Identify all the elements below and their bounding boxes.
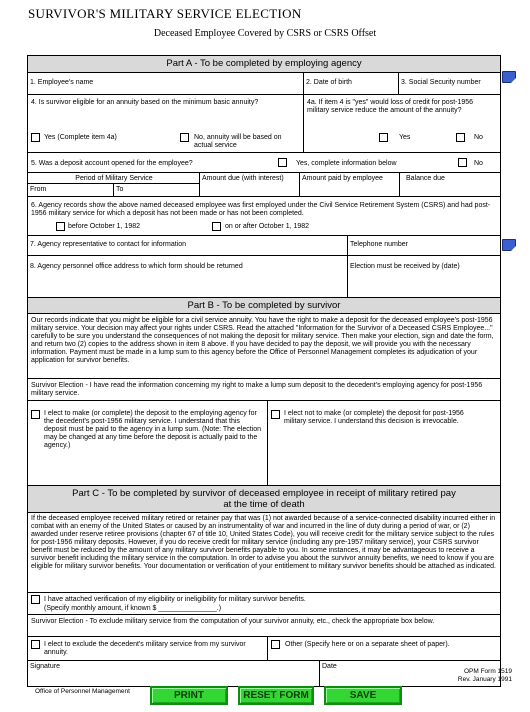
part-c-other-checkbox[interactable] xyxy=(271,640,280,649)
part-c-option2-cell xyxy=(268,637,500,660)
amount-due-label: Amount due (with interest) xyxy=(202,175,284,182)
amount-paid-field[interactable] xyxy=(300,173,400,196)
part-c-options xyxy=(28,637,500,661)
signature-label: Signature xyxy=(30,663,60,670)
row-item8 xyxy=(28,256,500,298)
part-c-election xyxy=(28,615,500,637)
part-b-body-text: Our records indicate that you might be eligible for a civil service annuity. You have the right to make a deposit for the deceased employee's post-1956 military service. Your decision may affect your rights under CSRS. Read the attached "Information for the Survivor of a Deceased CSRS Employee..." carefully to be sure you understand the consequences of not making the deposit for military service. Then make your election, sign and date the form, and return two (2) copies to the address shown in item 8 above. If you have decided to pay the deposit, we will provide you with the necessary information. Payment must be made in a lump sum to this agency before the Office of Personnel Management completes its adjudication of your application for survivor benefits. xyxy=(31,317,494,364)
item4-cell xyxy=(28,95,304,152)
part-c-exclude-checkbox[interactable] xyxy=(31,640,40,649)
amount-paid-label: Amount paid by employee xyxy=(302,175,383,182)
save-button[interactable]: SAVE xyxy=(324,686,402,705)
part-c-specify-amount[interactable]: (Specify monthly amount, if known $ _______________.) xyxy=(44,605,222,612)
reset-form-button[interactable]: RESET FORM xyxy=(238,686,314,705)
form-subtitle: Deceased Employee Covered by CSRS or CSRS Offset xyxy=(153,28,377,39)
election-form xyxy=(27,55,501,687)
item6-after-label: on or after October 1, 1982 xyxy=(225,223,310,230)
item4a-label: 4a. If item 4 is "yes" would loss of credit for post-1956 military service reduce the amount of the annuity? xyxy=(307,99,474,114)
form-number-text: OPM Form 1519 xyxy=(463,668,512,675)
item6-label: 6. Agency records show the above named deceased employee was first employed under the Civil Service Retirement System (CSRS) and had post-1956 military service for which a deposit has not been made or has not been completed. xyxy=(31,202,491,217)
ssn-label: 3. Social Security number xyxy=(401,79,481,86)
date-label: Date xyxy=(322,663,337,670)
item4-yes-label: Yes (Complete item 4a) xyxy=(44,134,117,141)
part-c-other-label: Other (Specify here or on a separate sheet of paper). xyxy=(285,641,450,648)
part-c-attach-label: I have attached verification of my eligibility or ineligibility for military survivor benefits. xyxy=(44,596,306,603)
signature-field[interactable] xyxy=(28,661,320,687)
part-c-body-text: If the deceased employee received military retired or retainer pay that was (1) not awarded because of a service-connected disability incurred either in combat with an enemy of the United States or caused by an instrumentality of war and incurred in the line of duty during a period of war, or (2) awarded under reserve retiree provisions (chapter 67 of title 10, United States Code), you will receive credit for the military service subject to the rules for post-1956 military deposits. However, if you do receive credit for military service (including any pre-1957 military service), your CSRS survivor benefit must be reduced by the amount of any military survivor benefits payable to you. In some instances, it may be advantageous to receive a survivor benefit including the military service in the computation. In order to advise you about the survivor annuity benefits, we need to know if you are eligible for military survivor benefits. Your documentation or verification of your entitlement to military survivor benefits should be attached as indicated. xyxy=(31,515,496,570)
row-names xyxy=(28,73,500,95)
telephone-label: Telephone number xyxy=(350,241,408,248)
balance-due-field[interactable] xyxy=(400,173,500,196)
employee-name-label: 1. Employee's name xyxy=(30,79,94,86)
item5-no-label: No xyxy=(474,160,483,167)
print-button[interactable]: PRINT xyxy=(150,686,228,705)
service-to-field[interactable] xyxy=(114,184,200,196)
part-b-elect-deposit-checkbox[interactable] xyxy=(31,410,40,419)
part-c-attach-checkbox[interactable] xyxy=(31,595,40,604)
item4a-cell xyxy=(304,95,500,152)
item6-before-checkbox[interactable] xyxy=(56,222,65,231)
item4a-yes-checkbox[interactable] xyxy=(379,133,388,142)
part-b-option2-cell xyxy=(268,401,500,485)
part-b-options xyxy=(28,401,500,486)
agency-rep-label: 7. Agency representative to contact for information xyxy=(30,241,187,248)
item4-label: 4. Is survivor eligible for an annuity based on the minimum basic annuity? xyxy=(31,99,259,106)
period-of-service-cell xyxy=(28,173,200,196)
form-number xyxy=(452,668,512,684)
agency-address-field[interactable] xyxy=(28,256,348,297)
part-a-heading: Part A - To be completed by employing agency xyxy=(28,56,500,73)
item5-yes-checkbox[interactable] xyxy=(278,158,287,167)
item4a-no-checkbox[interactable] xyxy=(456,133,465,142)
part-c-attach xyxy=(28,593,500,615)
amount-due-field[interactable] xyxy=(200,173,300,196)
part-c-option1-cell xyxy=(28,637,268,660)
item5-label: 5. Was a deposit account opened for the employee? xyxy=(31,160,193,167)
employee-name-field[interactable] xyxy=(28,73,304,94)
row-item6 xyxy=(28,197,500,236)
agency-name: Office of Personnel Management xyxy=(35,688,130,695)
item4-no-label: No, annuity will be based on actual service xyxy=(194,134,282,149)
service-to-label: To xyxy=(116,186,124,193)
row-item4 xyxy=(28,95,500,153)
row-military-service xyxy=(28,173,500,197)
telephone-field[interactable] xyxy=(348,236,500,255)
field-help-icon[interactable] xyxy=(502,239,516,251)
agency-address-label: 8. Agency personnel office address to which form should be returned xyxy=(30,263,243,270)
part-b-elect-no-deposit-checkbox[interactable] xyxy=(271,410,280,419)
item6-after-checkbox[interactable] xyxy=(212,222,221,231)
item4-no-checkbox[interactable] xyxy=(180,133,189,142)
field-help-icon[interactable] xyxy=(502,71,516,83)
part-b-election-text: Survivor Election - I have read the information concerning my right to make a lump sum deposit to the decedent's employing agency for post-1956 military service. xyxy=(31,382,483,397)
agency-rep-field[interactable] xyxy=(28,236,348,255)
part-c-heading: Part C - To be completed by survivor of deceased employee in receipt of military retired pay at the time of death xyxy=(28,486,500,513)
row-item5 xyxy=(28,153,500,173)
item4a-yes-label: Yes xyxy=(399,134,411,141)
part-b-elect-no-deposit-label: I elect not to make (or complete) the deposit for post-1956 military service. I understand this decision is irrevocable. xyxy=(284,410,464,425)
part-b-option1-cell xyxy=(28,401,268,485)
period-of-service-label: Period of Military Service xyxy=(28,173,200,184)
election-date-label: Election must be received by (date) xyxy=(350,263,460,270)
form-title: SURVIVOR'S MILITARY SERVICE ELECTION xyxy=(28,6,302,21)
item4-yes-checkbox[interactable] xyxy=(31,133,40,142)
date-of-birth-label: 2. Date of birth xyxy=(306,79,352,86)
part-b-heading: Part B - To be completed by survivor xyxy=(28,298,500,314)
item5-no-checkbox[interactable] xyxy=(458,158,467,167)
part-c-exclude-label: I elect to exclude the decedent's military service from my survivor annuity. xyxy=(44,641,246,656)
item6-before-label: before October 1, 1982 xyxy=(68,223,140,230)
balance-due-label: Balance due xyxy=(406,175,445,182)
ssn-field[interactable] xyxy=(399,73,500,94)
item5-yes-label: Yes, complete information below xyxy=(296,160,397,167)
part-b-instructions xyxy=(28,314,500,379)
service-from-label: From xyxy=(30,186,47,193)
part-b-election xyxy=(28,379,500,401)
part-c-instructions xyxy=(28,513,500,593)
item4a-no-label: No xyxy=(474,134,483,141)
form-revision-text: Rev. January 1991 xyxy=(457,676,512,683)
row-signature xyxy=(28,661,500,687)
part-c-election-text: Survivor Election - To exclude military service from the computation of your survivor annuity, etc., check the appropriate box below. xyxy=(31,618,435,625)
election-date-field[interactable] xyxy=(348,256,500,297)
row-item7 xyxy=(28,236,500,256)
part-b-elect-deposit-label: I elect to make (or complete) the deposit to the employing agency for the decedent's post-1956 military service. I understand that this deposit must be paid to the agency in a lump sum. (Note: The election may be changed at any time before the deposit is actually paid to the agency.) xyxy=(44,410,261,449)
service-from-field[interactable] xyxy=(28,184,114,196)
date-of-birth-field[interactable] xyxy=(304,73,399,94)
